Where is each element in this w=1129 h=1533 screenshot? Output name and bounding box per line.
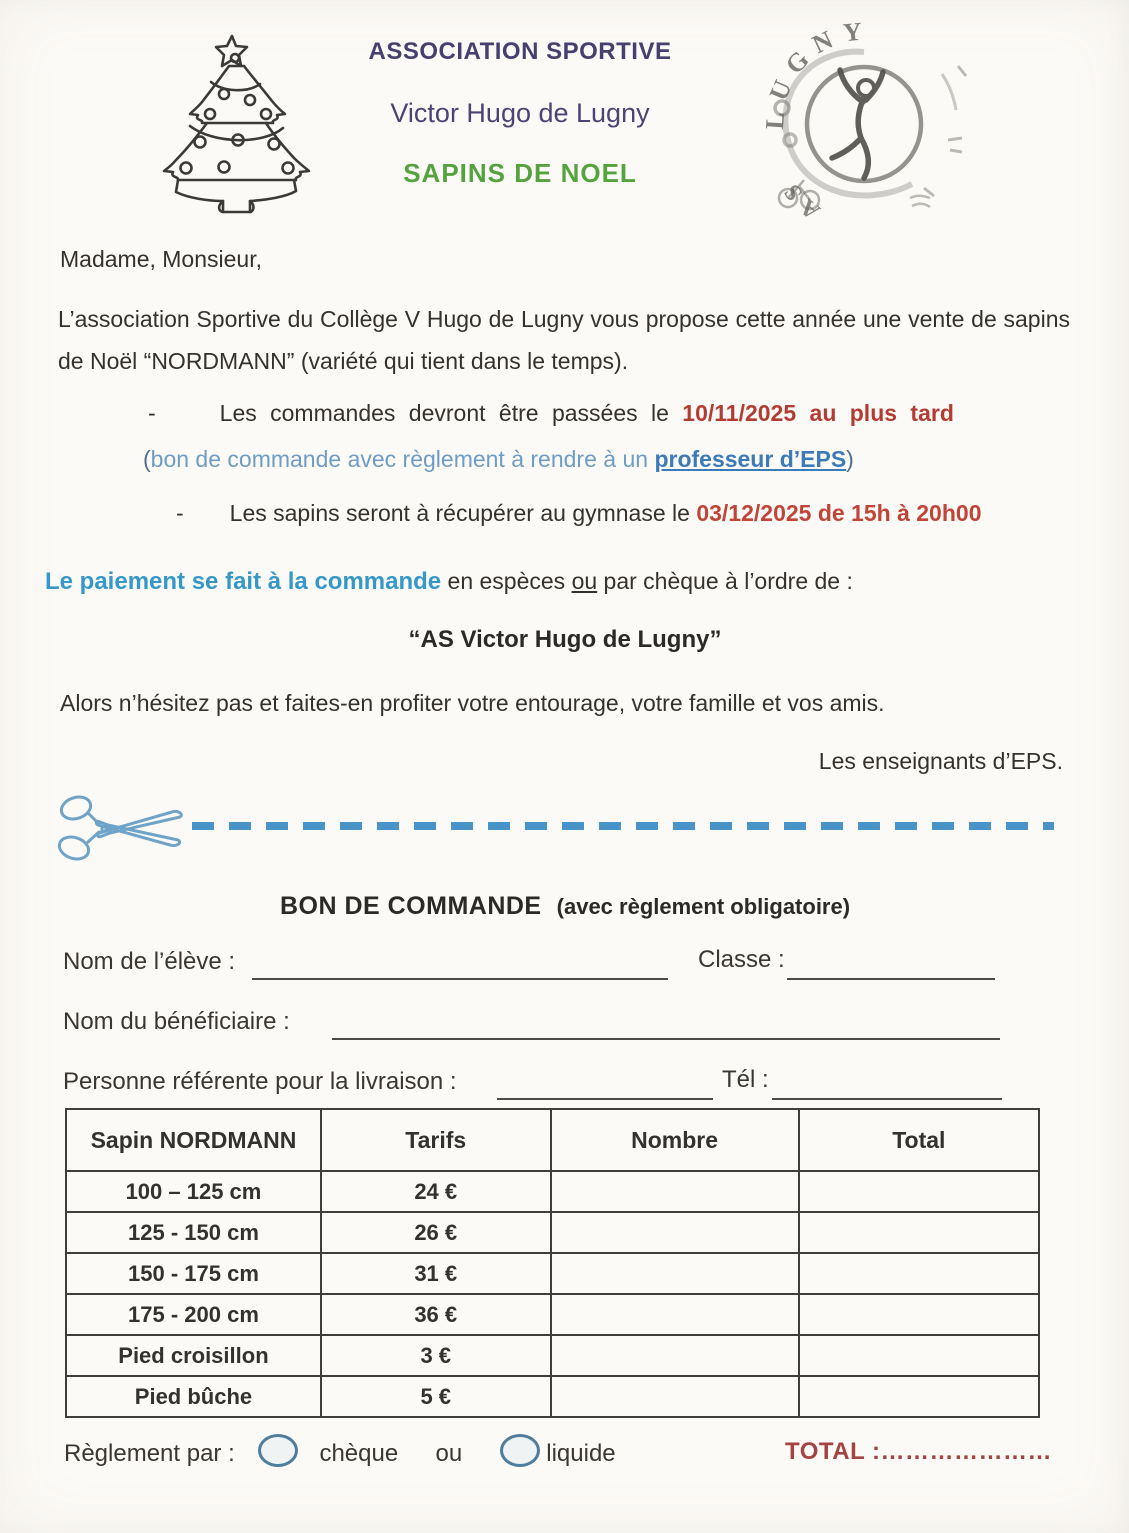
table-row bbox=[66, 1212, 1039, 1253]
col-header-size: Sapin NORDMANN bbox=[66, 1109, 321, 1171]
event-title: SAPINS DE NOEL bbox=[403, 158, 637, 188]
bullet-order-deadline bbox=[148, 400, 954, 427]
student-name-label: Nom de l’élève : bbox=[63, 948, 236, 975]
svg-text:LUGNY bbox=[760, 16, 873, 131]
qty-cell bbox=[551, 1171, 799, 1212]
payment-method-label: Règlement par : bbox=[64, 1440, 235, 1467]
total-cell bbox=[799, 1335, 1039, 1376]
class-field bbox=[787, 952, 995, 980]
logo-text-top: LUGNY bbox=[759, 15, 874, 131]
qty-cell bbox=[551, 1376, 799, 1417]
cheque-radio-circle bbox=[258, 1434, 298, 1467]
delivery-contact-field bbox=[497, 1072, 713, 1100]
phone-field bbox=[772, 1072, 1002, 1100]
size-cell: Pied croisillon bbox=[66, 1335, 321, 1376]
col-header-price: Tarifs bbox=[321, 1109, 551, 1171]
size-cell: 100 – 125 cm bbox=[66, 1171, 321, 1212]
qty-cell bbox=[551, 1294, 799, 1335]
order-note: (bon de commande avec règlement à rendre à un professeur d’EPS) bbox=[143, 446, 854, 472]
payment-method-row bbox=[64, 1434, 616, 1468]
table-header-row bbox=[66, 1109, 1039, 1171]
price-cell: 36 € bbox=[321, 1294, 551, 1335]
size-cell: 175 - 200 cm bbox=[66, 1294, 321, 1335]
bullet1-text: Les commandes devront être passées le bbox=[219, 400, 683, 426]
col-header-total: Total bbox=[799, 1109, 1039, 1171]
price-cell: 24 € bbox=[321, 1171, 551, 1212]
payment-or-label: ou bbox=[435, 1440, 463, 1467]
class-label: Classe : bbox=[698, 946, 785, 973]
size-cell: 125 - 150 cm bbox=[66, 1212, 321, 1253]
payment-terms: Le paiement se fait à la commande en espèces ou par chèque à l’ordre de : bbox=[45, 568, 853, 595]
signature: Les enseignants d’EPS. bbox=[818, 748, 1063, 774]
payment-highlight: Le paiement se fait à la commande bbox=[45, 568, 442, 595]
beneficiary-label: Nom du bénéficiaire : bbox=[63, 1008, 290, 1035]
qty-cell bbox=[551, 1335, 799, 1376]
cash-option-label: liquide bbox=[546, 1440, 616, 1467]
table-row bbox=[66, 1294, 1039, 1335]
deadline-date: 10/11/2025 au plus tard bbox=[682, 400, 954, 426]
bullet-dash: - bbox=[148, 400, 156, 426]
size-cell: Pied bûche bbox=[66, 1376, 321, 1417]
total-cell bbox=[799, 1253, 1039, 1294]
dashed-cut-line bbox=[192, 822, 1054, 830]
club-stamp-logo bbox=[752, 12, 972, 222]
price-table bbox=[65, 1108, 1040, 1418]
size-cell: 150 - 175 cm bbox=[66, 1253, 321, 1294]
price-cell: 5 € bbox=[321, 1376, 551, 1417]
table-row bbox=[66, 1171, 1039, 1212]
cheque-payee-name: “AS Victor Hugo de Lugny” bbox=[408, 626, 722, 653]
delivery-contact-label: Personne référente pour la livraison : bbox=[63, 1068, 457, 1095]
total-cell bbox=[799, 1294, 1039, 1335]
order-form-title: BON DE COMMANDE (avec règlement obligatoire) bbox=[279, 892, 851, 920]
school-name: Victor Hugo de Lugny bbox=[390, 98, 650, 128]
bullet-pickup bbox=[176, 500, 981, 527]
qty-cell bbox=[551, 1253, 799, 1294]
student-name-field bbox=[252, 952, 668, 980]
total-cell bbox=[799, 1212, 1039, 1253]
cheque-option-label: chèque bbox=[319, 1440, 399, 1467]
logo-text-bottom: AS bbox=[775, 174, 826, 222]
qty-cell bbox=[551, 1212, 799, 1253]
note-eps-teacher: professeur d’EPS bbox=[654, 446, 847, 472]
intro-paragraph: L’association Sportive du Collège V Hugo de Lugny vous propose cette année une vente de sapins de Noël “NORDMANN” (variété qui tient dans le temps). bbox=[58, 306, 1070, 374]
cash-radio-circle bbox=[500, 1434, 540, 1467]
payment-or: ou bbox=[571, 568, 598, 594]
total-cell bbox=[799, 1376, 1039, 1417]
price-cell: 3 € bbox=[321, 1335, 551, 1376]
phone-label: Tél : bbox=[722, 1066, 769, 1093]
note-text: bon de commande avec règlement à rendre à un bbox=[150, 446, 655, 472]
total-label: TOTAL :………………… bbox=[785, 1438, 1052, 1465]
bullet-dash: - bbox=[176, 500, 184, 526]
total-cell bbox=[799, 1171, 1039, 1212]
order-form-title-note: (avec règlement obligatoire) bbox=[556, 894, 851, 919]
closing-sentence: Alors n’hésitez pas et faites-en profiter votre entourage, votre famille et vos amis. bbox=[60, 690, 885, 716]
pickup-date: 03/12/2025 de 15h à 20h00 bbox=[696, 500, 982, 526]
scissors-icon bbox=[52, 792, 187, 862]
col-header-qty: Nombre bbox=[551, 1109, 799, 1171]
beneficiary-field bbox=[332, 1012, 1000, 1040]
price-cell: 31 € bbox=[321, 1253, 551, 1294]
salutation: Madame, Monsieur, bbox=[60, 246, 262, 272]
price-cell: 26 € bbox=[321, 1212, 551, 1253]
association-title: ASSOCIATION SPORTIVE bbox=[368, 38, 672, 65]
table-row bbox=[66, 1253, 1039, 1294]
table-row bbox=[66, 1335, 1039, 1376]
bullet2-text: Les sapins seront à récupérer au gymnase le bbox=[229, 500, 697, 526]
table-row bbox=[66, 1376, 1039, 1417]
